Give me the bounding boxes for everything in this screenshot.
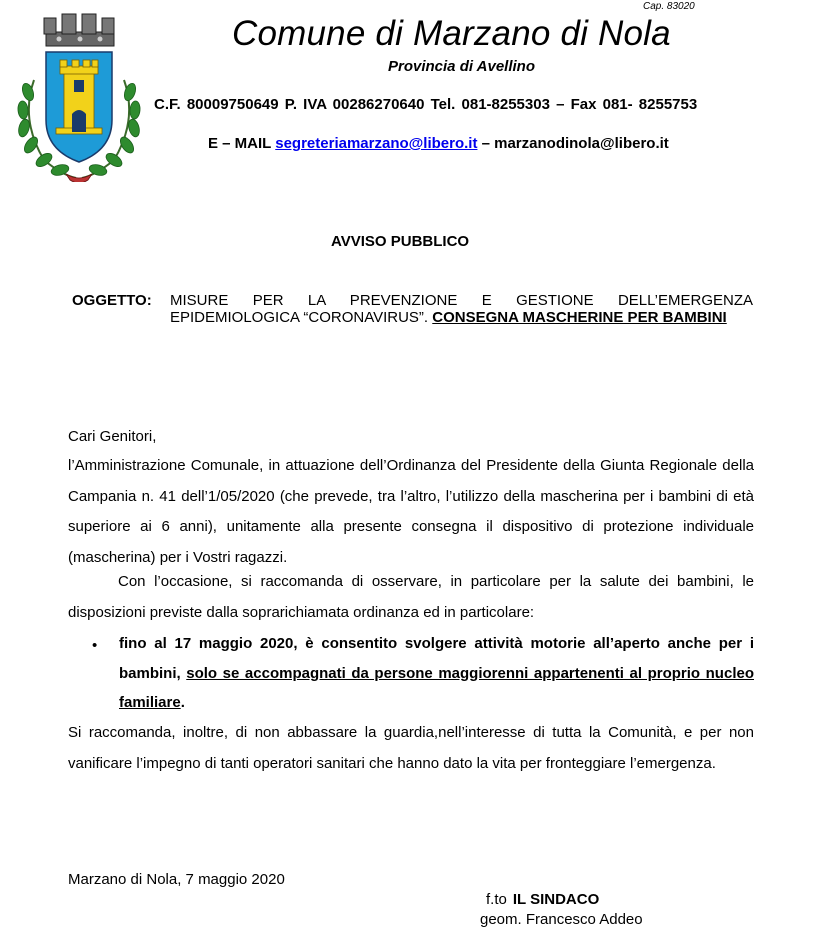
crown-icon (44, 14, 114, 46)
fiscal-contact-line: C.F. 80009750649 P. IVA 00286270640 Tel. 081-8255303 – Fax 081- 8255753 (154, 96, 698, 113)
signer-role: IL SINDACO (512, 891, 600, 908)
signer-title (486, 891, 599, 908)
subject-body: MISURE PER LA PREVENZIONE E GESTIONE DELL’EMERGENZA EPIDEMIOLOGICA “CORONAVIRUS”. (170, 292, 753, 326)
bullet-icon: • (92, 637, 98, 654)
notice-title: AVVISO PUBBLICO (331, 233, 470, 250)
signer-name: geom. Francesco Addeo (480, 911, 643, 928)
place-date: Marzano di Nola, 7 maggio 2020 (68, 871, 285, 888)
paragraph-2: Con l’occasione, si raccomanda di osservare, in particolare per la salute dei bambini, le disposizioni previste dalla soprarichiamata ordinanza ed in particolare: (68, 573, 754, 621)
signature-prefix: f.to (486, 891, 507, 908)
bullet-item (119, 629, 754, 718)
municipal-crest-icon (14, 10, 144, 182)
bullet-end: . (180, 694, 185, 711)
email-prefix: E – MAIL (208, 135, 276, 152)
subject-text (170, 292, 753, 326)
email-suffix: – marzanodinola@libero.it (477, 135, 669, 152)
bullet-underlined-text: solo se accompagnati da persone maggiorenni appartenenti al proprio nucleo familiare (119, 664, 754, 711)
email-link[interactable]: segreteriamarzano@libero.it (275, 135, 478, 152)
subject-highlight: CONSEGNA MASCHERINE PER BAMBINI (432, 309, 727, 326)
bullet-bold-text: fino al 17 maggio 2020, è consentito svolgere attività motorie all’aperto anche per i bambini, (119, 635, 754, 682)
paragraph-3: Si raccomanda, inoltre, di non abbassare la guardia,nell’interesse di tutta la Comunità, e per non vanificare l’impegno di tanti operatori sanitari che hanno dato la vita per fronteggiare l’emergenza. (68, 724, 754, 772)
subject-label: OGGETTO: (72, 292, 152, 309)
paragraph-1: l’Amministrazione Comunale, in attuazione dell’Ordinanza del Presidente della Giunta Regionale della Campania n. 41 dell’1/05/2020 (che prevede, tra l’altro, l’utilizzo della mascherina per i bambini di età superiore ai 6 anni), unitamente alla presente consegna il dispositivo di protezione individuale (mascherina) per i Vostri ragazzi. (68, 457, 754, 566)
municipality-title: Comune di Marzano di Nola (232, 14, 671, 53)
province-name: Provincia di Avellino (388, 58, 535, 75)
email-line (208, 135, 669, 152)
salutation: Cari Genitori, (68, 428, 157, 445)
postal-code: Cap. 83020 (643, 1, 695, 12)
